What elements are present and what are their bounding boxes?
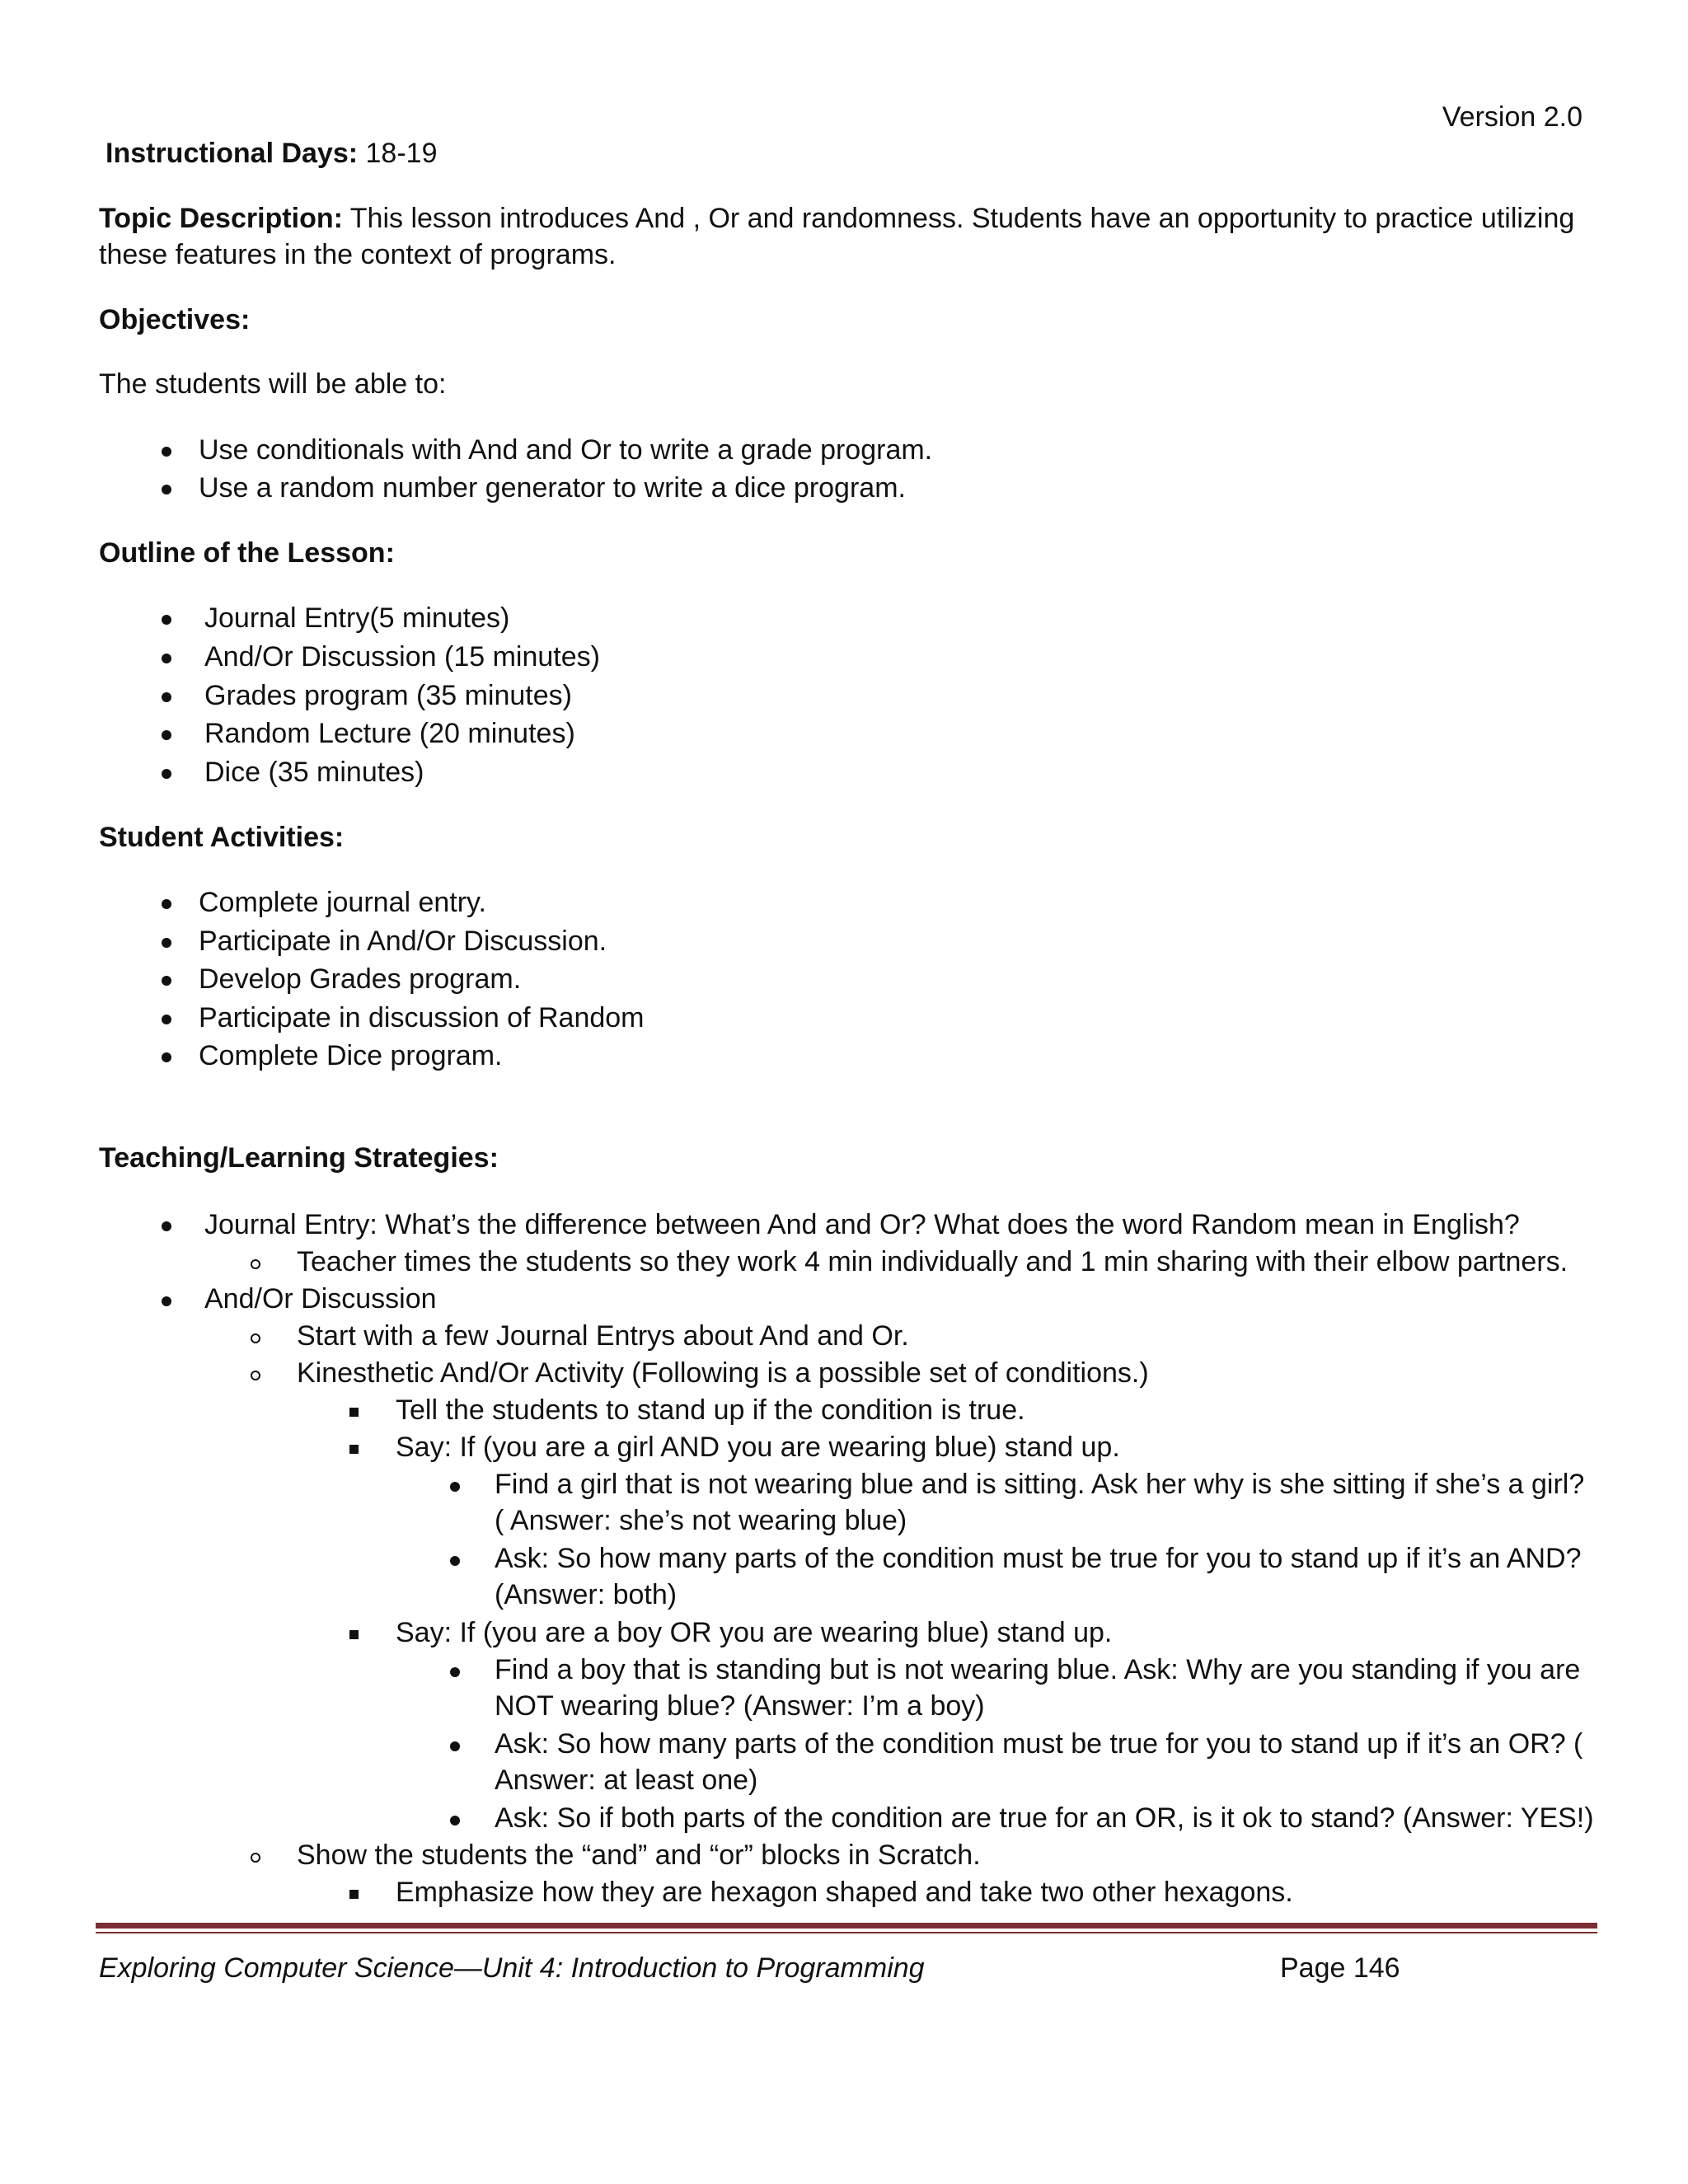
list-item: Journal Entry(5 minutes) <box>204 602 510 634</box>
list-item: Journal Entry: What’s the difference between And and Or? What does the word Random mean in English? <box>204 1209 1520 1240</box>
list-item: Kinesthetic And/Or Activity (Following is a possible set of conditions.) <box>297 1357 1149 1389</box>
list-item: Ask: So if both parts of the condition are true for an OR, is it ok to stand? (Answer: YES!) <box>495 1802 1594 1834</box>
list-item: Start with a few Journal Entrys about And and Or. <box>297 1320 909 1352</box>
bullet-icon <box>450 1667 460 1677</box>
topic-description <box>99 200 1574 237</box>
bullet-icon <box>162 1015 171 1024</box>
bullet-ring-icon <box>251 1333 260 1343</box>
bullet-icon <box>162 1052 171 1062</box>
bullet-icon <box>162 615 171 625</box>
bullet-icon <box>450 1482 460 1492</box>
list-item: Use conditionals with And and Or to write a grade program. <box>199 434 933 466</box>
bullet-icon <box>162 899 171 909</box>
list-item: Tell the students to stand up if the condition is true. <box>396 1394 1025 1426</box>
bullet-icon <box>450 1816 460 1825</box>
footer-rule-thin <box>96 1932 1597 1933</box>
bullet-square-icon <box>349 1890 359 1899</box>
list-item: Grades program (35 minutes) <box>204 680 572 711</box>
list-item-continuation: (Answer: both) <box>495 1579 678 1610</box>
bullet-icon <box>162 654 171 663</box>
list-item: Develop Grades program. <box>199 963 522 995</box>
list-item: Participate in And/Or Discussion. <box>199 926 607 957</box>
list-item: Find a girl that is not wearing blue and is sitting. Ask her why is she sitting if she’s a girl? <box>495 1469 1585 1500</box>
page-number: Page 146 <box>1280 1952 1400 1984</box>
list-item: Ask: So how many parts of the condition must be true for you to stand up if it’s an AND? <box>495 1543 1582 1574</box>
list-item-continuation: NOT wearing blue? (Answer: I’m a boy) <box>495 1690 985 1722</box>
topic-line-2: these features in the context of programs. <box>99 239 617 270</box>
list-item: Random Lecture (20 minutes) <box>204 718 575 749</box>
bullet-square-icon <box>349 1408 359 1417</box>
list-item: Show the students the “and” and “or” blocks in Scratch. <box>297 1840 981 1871</box>
strategies-heading: Teaching/Learning Strategies: <box>99 1142 499 1174</box>
list-item: Participate in discussion of Random <box>199 1002 645 1033</box>
list-item: Ask: So how many parts of the condition must be true for you to stand up if it’s an OR? ( <box>495 1728 1583 1760</box>
list-item: Emphasize how they are hexagon shaped and take two other hexagons. <box>396 1877 1293 1908</box>
bullet-square-icon <box>349 1445 359 1454</box>
bullet-icon <box>162 769 171 779</box>
list-item: And/Or Discussion (15 minutes) <box>204 641 600 673</box>
bullet-icon <box>162 1221 171 1231</box>
instructional-days-value: 18-19 <box>358 138 438 169</box>
bullet-ring-icon <box>251 1371 260 1380</box>
bullet-icon <box>162 1296 171 1306</box>
instructional-days-label: Instructional Days: <box>106 138 359 169</box>
version-label: Version 2.0 <box>1442 101 1582 133</box>
list-item-continuation: ( Answer: she’s not wearing blue) <box>495 1505 907 1536</box>
list-item: Say: If (you are a boy OR you are wearing blue) stand up. <box>396 1617 1113 1648</box>
bullet-icon <box>450 1741 460 1751</box>
list-item: Complete journal entry. <box>199 887 486 918</box>
bullet-icon <box>162 730 171 740</box>
bullet-icon <box>162 976 171 986</box>
bullet-ring-icon <box>251 1259 260 1269</box>
bullet-icon <box>450 1556 460 1566</box>
list-item: Find a boy that is standing but is not wearing blue. Ask: Why are you standing if you are <box>495 1654 1581 1685</box>
bullet-square-icon <box>349 1630 359 1639</box>
list-item-continuation: Answer: at least one) <box>495 1765 758 1796</box>
activities-heading: Student Activities: <box>99 822 345 853</box>
outline-heading: Outline of the Lesson: <box>99 537 395 569</box>
bullet-icon <box>162 692 171 702</box>
list-item: And/Or Discussion <box>204 1283 437 1315</box>
list-item: Say: If (you are a girl AND you are wearing blue) stand up. <box>396 1432 1120 1463</box>
bullet-icon <box>162 447 171 457</box>
list-item: Use a random number generator to write a dice program. <box>199 472 906 504</box>
topic-line-1: This lesson introduces And , Or and randomness. Students have an opportunity to practice utilizing <box>342 203 1575 234</box>
objectives-intro: The students will be able to: <box>99 368 447 400</box>
topic-label: Topic Description: <box>99 203 343 234</box>
list-item: Teacher times the students so they work 4 min individually and 1 min sharing with their elbow partners. <box>297 1246 1568 1277</box>
footer-rule <box>96 1923 1597 1929</box>
instructional-days <box>106 135 437 172</box>
bullet-icon <box>162 938 171 948</box>
list-item: Dice (35 minutes) <box>204 757 424 788</box>
list-item: Complete Dice program. <box>199 1040 503 1071</box>
bullet-icon <box>162 485 171 494</box>
bullet-ring-icon <box>251 1853 260 1863</box>
footer-title: Exploring Computer Science—Unit 4: Introduction to Programming <box>99 1952 925 1984</box>
objectives-heading: Objectives: <box>99 304 251 335</box>
